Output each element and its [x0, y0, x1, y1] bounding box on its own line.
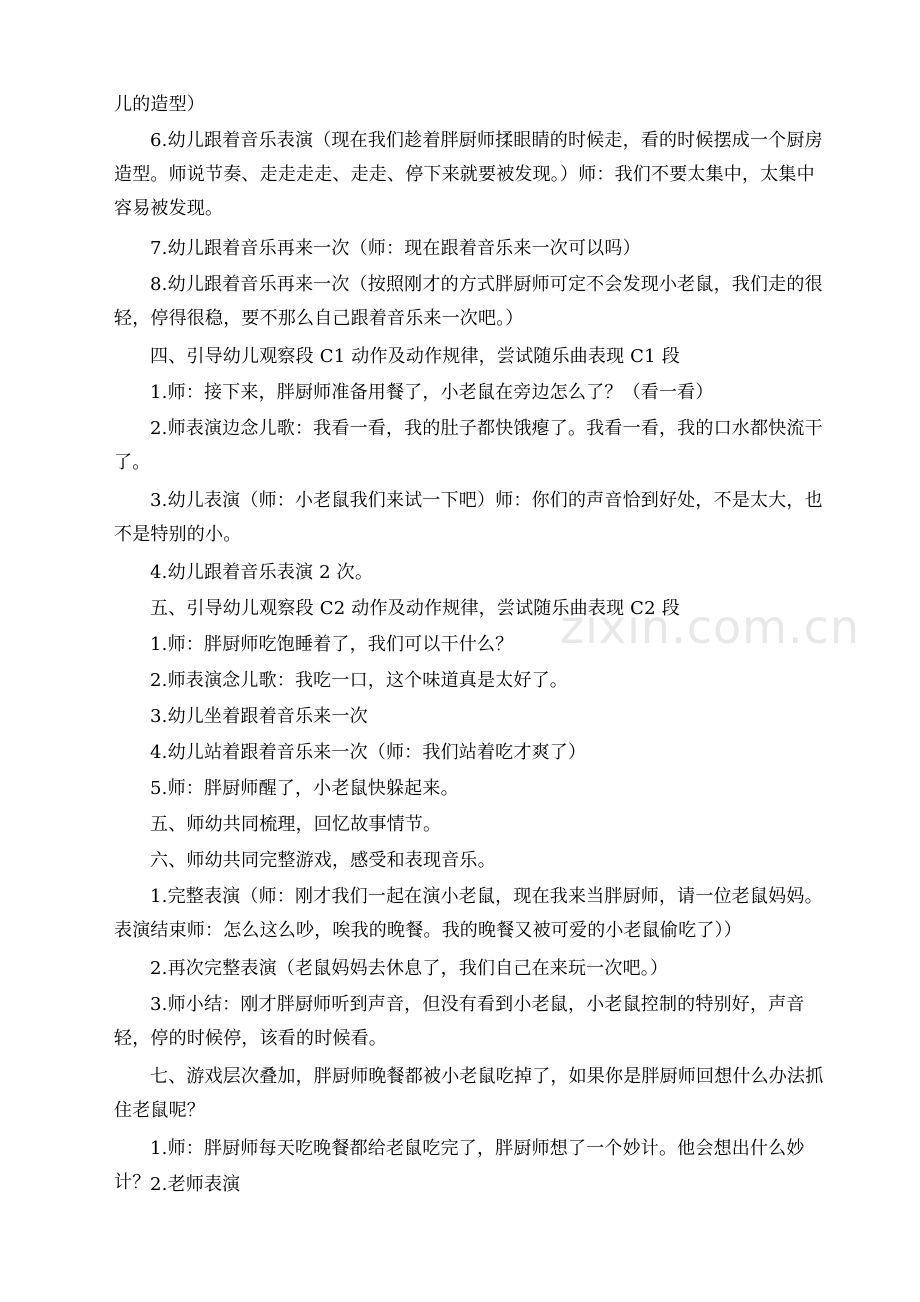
- paragraph-item: 2.老师表演: [150, 1174, 241, 1195]
- section-heading-6: 六、师幼共同完整游戏，感受和表现音乐。: [150, 850, 496, 871]
- section-heading-5b: 五、师幼共同梳理，回忆故事情节。: [150, 814, 442, 835]
- paragraph-item: 2.再次完整表演（老鼠妈妈去休息了，我们自己在来玩一次吧。）: [150, 958, 669, 979]
- section-heading-5: 五、引导幼儿观察段 C2 动作及动作规律，尝试随乐曲表现 C2 段: [150, 598, 680, 619]
- paragraph-item: 2.师表演边念儿歌：我看一看，我的肚子都快饿瘪了。我看一看，我的口水都快流干了。: [114, 418, 823, 473]
- paragraph-continuation: 儿的造型）: [114, 94, 205, 115]
- paragraph-item: 2.师表演念儿歌：我吃一口，这个味道真是太好了。: [150, 670, 568, 691]
- paragraph-item: 4.幼儿站着跟着音乐来一次（师：我们站着吃才爽了）: [150, 742, 587, 763]
- paragraph-item: 3.幼儿表演（师：小老鼠我们来试一下吧）师：你们的声音恰到好处，不是太大，也不是特别的小。: [114, 490, 823, 545]
- paragraph-step-8: 8.幼儿跟着音乐再来一次（按照刚才的方式胖厨师可定不会发现小老鼠，我们走的很轻，停得很稳，要不那么自己跟着音乐来一次吧。）: [114, 274, 823, 329]
- paragraph-item: 5.师：胖厨师醒了，小老鼠快躲起来。: [150, 778, 459, 799]
- watermark: zixin.com.cn: [560, 600, 861, 654]
- paragraph-step-7: 7.幼儿跟着音乐再来一次（师：现在跟着音乐来一次可以吗）: [150, 238, 641, 259]
- section-heading-4: 四、引导幼儿观察段 C1 动作及动作规律，尝试随乐曲表现 C1 段: [150, 346, 680, 367]
- paragraph-item: 3.幼儿坐着跟着音乐来一次: [150, 706, 368, 727]
- paragraph-item: 1.师：胖厨师每天吃晚餐都给老鼠吃完了，胖厨师想了一个妙计。他会想出什么妙计？: [114, 1138, 805, 1193]
- paragraph-item: 1.师：接下来，胖厨师准备用餐了，小老鼠在旁边怎么了？（看一看）: [150, 382, 714, 403]
- paragraph-step-6: 6.幼儿跟着音乐表演（现在我们趁着胖厨师揉眼睛的时候走，看的时候摆成一个厨房造型。师说节奏、走走走走、走走、停下来就要被发现。）师：我们不要太集中，太集中容易被发现。: [114, 130, 823, 219]
- paragraph-item: 4.幼儿跟着音乐表演 2 次。: [150, 562, 374, 583]
- section-heading-7: 七、游戏层次叠加，胖厨师晚餐都被小老鼠吃掉了，如果你是胖厨师回想什么办法抓住老鼠呢？: [114, 1066, 824, 1121]
- paragraph-item: 3.师小结：刚才胖厨师听到声音，但没有看到小老鼠，小老鼠控制的特别好，声音轻，停的时候停，该看的时候看。: [114, 994, 805, 1049]
- paragraph-item: 1.师：胖厨师吃饱睡着了，我们可以干什么？: [150, 634, 514, 655]
- paragraph-item: 1.完整表演（师：刚才我们一起在演小老鼠，现在我来当胖厨师，请一位老鼠妈妈。表演结束师：怎么这么吵，唉我的晚餐。我的晚餐又被可爱的小老鼠偷吃了））: [114, 886, 823, 941]
